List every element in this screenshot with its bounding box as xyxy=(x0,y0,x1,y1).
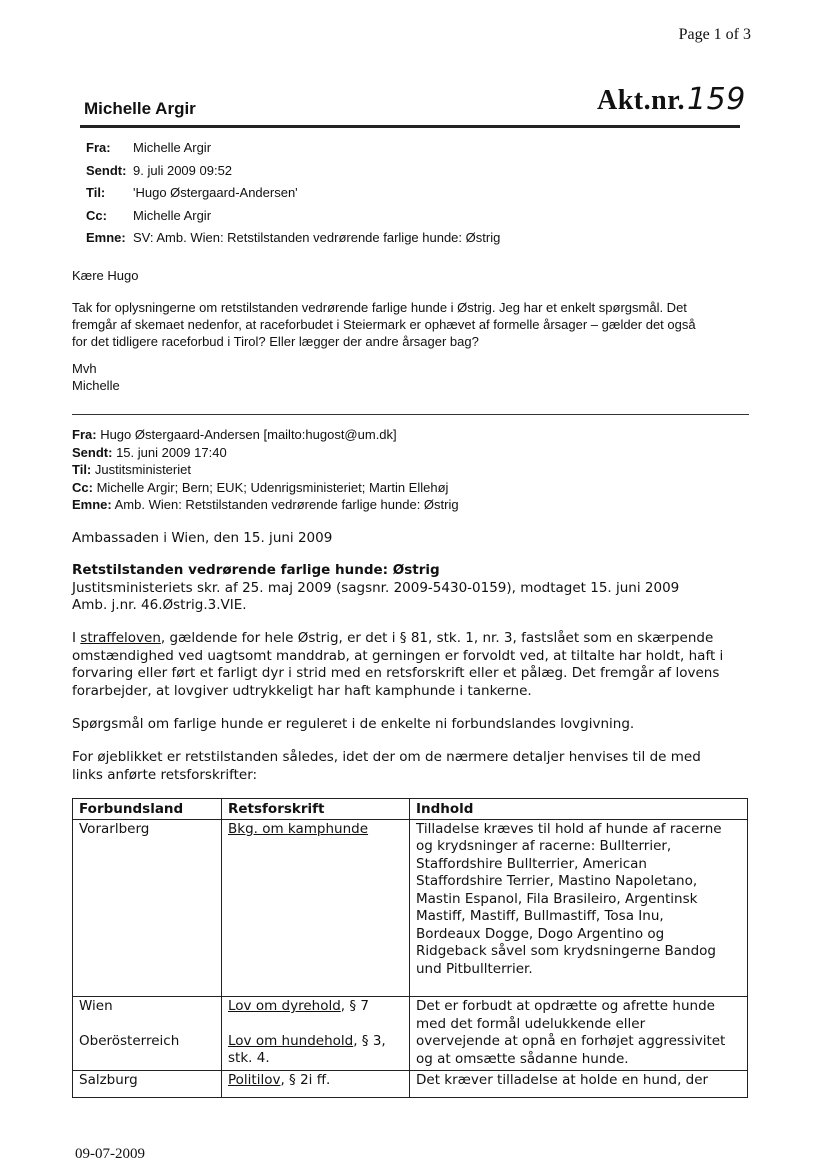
fwd-header-subject: Emne: Amb. Wien: Retstilstanden vedrørende farlige hunde: Østrig xyxy=(72,497,459,512)
akt-label: Akt.nr. xyxy=(597,85,686,116)
footer-date: 09-07-2009 xyxy=(75,1146,145,1162)
regulation-link[interactable]: Politilov xyxy=(228,1072,281,1088)
fwd-header-to: Til: Justitsministeriet xyxy=(72,462,191,477)
regulation-link[interactable]: Lov om dyrehold xyxy=(228,998,341,1014)
content-cell: Tilladelse kræves til hold af hunde af racerne og krydsninger af racerne: Bullterrier, Staffordshire Bullterrier, American Staffordshire Terrier, Mastino Napoletano, Mastin Espanol, Fila Brasileiro, Argentinsk Mastiff, Mastiff, Bullmastiff, Tosa Inu, Bordeaux Dogge, Dogo Argentino og Ridgeback såvel som krydsningerne Bandog und Pitbullterrier. xyxy=(410,819,748,997)
letter-reference: Retstilstanden vedrørende farlige hunde: Østrig Justitsministeriets skr. af 25. maj 2009 (sagsnr. 2009-5430-0159), modtaget 15. juni 2009 Amb. j.nr. 46.Østrig.3.VIE. xyxy=(72,562,762,615)
regulation-cell: Lov om dyrehold, § 7 Lov om hundehold, § 3, stk. 4. xyxy=(222,997,410,1071)
sender-name: Michelle Argir xyxy=(84,99,196,118)
table-header-row xyxy=(73,799,748,820)
table-row xyxy=(73,819,748,997)
akt-number-stamp xyxy=(597,82,746,117)
header-from: Fra: Michelle Argir xyxy=(86,140,212,155)
header-cc: Cc: Michelle Argir xyxy=(86,207,212,223)
regulations-table xyxy=(72,798,748,1098)
state-cell: Wien Oberösterreich xyxy=(73,997,222,1071)
column-header-content: Indhold xyxy=(410,799,748,820)
table-row xyxy=(73,997,748,1071)
regulation-cell: Politilov, § 2i ff. xyxy=(222,1071,410,1098)
header-sent: Sendt: 9. juli 2009 09:52 xyxy=(86,162,233,178)
fwd-header-sent: Sendt: 15. juni 2009 17:40 xyxy=(72,444,227,460)
place-date: Ambassaden i Wien, den 15. juni 2009 xyxy=(72,530,333,546)
state-cell: Vorarlberg xyxy=(73,819,222,997)
paragraph-regulation: Spørgsmål om farlige hunde er reguleret i de enkelte ni forbundslandes lovgivning. xyxy=(72,716,635,732)
fwd-header-cc: Cc: Michelle Argir; Bern; EUK; Udenrigsministeriet; Martin Ellehøj xyxy=(72,479,449,495)
paragraph-overview: For øjeblikket er retstilstanden således, idet der om de nærmere detaljer henvises til de med links anførte retsforskrifter: xyxy=(72,749,701,783)
page-number: Page 1 of 3 xyxy=(678,26,751,43)
header-divider xyxy=(80,125,740,128)
message2-headers xyxy=(72,426,459,514)
message1-headers xyxy=(86,137,500,250)
column-header-regulation: Retsforskrift xyxy=(222,799,410,820)
table-row xyxy=(73,1071,748,1098)
regulation-link[interactable]: Bkg. om kamphunde xyxy=(228,820,369,837)
content-cell: Det er forbudt at opdrætte og afrette hunde med det formål udelukkende eller overvejende at opnå en forhøjet aggressivitet og at omsætte sådanne hunde. xyxy=(410,997,748,1071)
state-cell: Salzburg xyxy=(73,1071,222,1098)
message1-body: Tak for oplysningerne om retstilstanden vedrørende farlige hunde i Østrig. Jeg har et enkelt spørgsmål. Det fremgår af skemaet nedenfor, at raceforbudet i Steiermark er ophævet af formelle årsager – gælder det også for det tidligere raceforbud i Tirol? Eller lægger der andre årsager bag? xyxy=(72,300,696,349)
regulation-link[interactable]: Lov om hundehold xyxy=(228,1032,354,1049)
greeting: Kære Hugo xyxy=(72,268,139,283)
letter-title: Retstilstanden vedrørende farlige hunde: Østrig xyxy=(72,562,440,578)
content-cell: Det kræver tilladelse at holde en hund, der xyxy=(410,1071,748,1098)
message1-signoff: Mvh Michelle xyxy=(72,361,120,393)
header-subject: Emne: SV: Amb. Wien: Retstilstanden vedrørende farlige hunde: Østrig xyxy=(86,230,501,245)
header-to: Til: 'Hugo Østergaard-Andersen' xyxy=(86,185,298,200)
akt-number-handwritten: 159 xyxy=(687,82,746,117)
fwd-header-from: Fra: Hugo Østergaard-Andersen [mailto:hugost@um.dk] xyxy=(72,427,397,442)
column-header-state: Forbundsland xyxy=(73,799,222,820)
forward-divider xyxy=(72,414,749,415)
regulation-cell xyxy=(222,819,410,997)
straffeloven-link[interactable]: straffeloven xyxy=(80,630,161,646)
paragraph-criminal-code: I straffeloven, gældende for hele Østrig, er det i § 81, stk. 1, nr. 3, fastslået som en skærpende omstændighed ved uagtsomt manddrab, at gerningen er forvoldt ved, at tiltalte har holdt, haft i forvaring eller ført et farligt dyr i strid med en retsforskrift eller et pålæg. Det fremgår af lovens forarbejder, at lovgiver udtrykkeligt har haft kamphunde i tankerne. xyxy=(72,630,724,699)
